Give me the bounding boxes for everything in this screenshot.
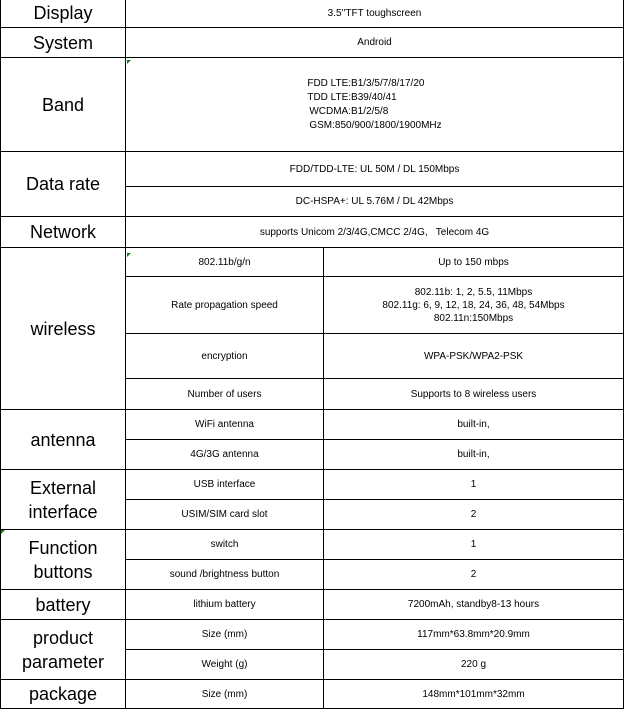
rate-80211b: 802.11b: 1, 2, 5.5, 11Mbps	[414, 286, 533, 298]
value-wifi-antenna: built-in,	[324, 410, 624, 440]
category-data-rate: Data rate	[1, 152, 126, 217]
band-list	[307, 77, 441, 133]
value-switch: 1	[324, 530, 624, 560]
category-function-line1: Function	[28, 537, 98, 558]
value-lithium-battery: 7200mAh, standby8-13 hours	[324, 590, 624, 620]
value-display: 3.5''TFT toughscreen	[126, 0, 624, 28]
category-network: Network	[1, 217, 126, 248]
label-product-weight: Weight (g)	[126, 650, 324, 680]
label-lithium-battery: lithium battery	[126, 590, 324, 620]
label-rate-propagation: Rate propagation speed	[126, 277, 324, 334]
label-number-of-users: Number of users	[126, 379, 324, 410]
value-sound-brightness: 2	[324, 560, 624, 590]
value-data-rate-lte: FDD/TDD-LTE: UL 50M / DL 150Mbps	[126, 152, 624, 187]
row-battery	[1, 590, 624, 620]
category-product-parameter	[1, 620, 126, 680]
band-gsm: GSM:850/900/1800/1900MHz	[309, 119, 442, 131]
rate-list	[324, 286, 623, 325]
category-package: package	[1, 680, 126, 709]
band-fdd-lte: FDD LTE:B1/3/5/7/8/17/20	[307, 77, 425, 89]
value-number-of-users: Supports to 8 wireless users	[324, 379, 624, 410]
label-encryption: encryption	[126, 334, 324, 379]
label-usb-interface: USB interface	[126, 470, 324, 500]
category-external-line1: External	[29, 477, 97, 498]
row-function-1	[1, 530, 624, 560]
row-package	[1, 680, 624, 709]
category-product-line2: parameter	[21, 651, 105, 672]
label-sound-brightness: sound /brightness button	[126, 560, 324, 590]
value-package-size: 148mm*101mm*32mm	[324, 680, 624, 709]
row-display	[1, 0, 624, 28]
category-antenna: antenna	[1, 410, 126, 470]
label-product-size: Size (mm)	[126, 620, 324, 650]
row-data-rate-1	[1, 152, 624, 187]
value-encryption: WPA-PSK/WPA2-PSK	[324, 334, 624, 379]
row-product-1	[1, 620, 624, 650]
rate-80211g: 802.11g: 6, 9, 12, 18, 24, 36, 48, 54Mbps	[382, 299, 565, 311]
corner-mark-band	[127, 60, 131, 64]
category-external-interface	[1, 470, 126, 530]
row-band	[1, 58, 624, 152]
value-usb-interface: 1	[324, 470, 624, 500]
label-wifi-antenna: WiFi antenna	[126, 410, 324, 440]
value-data-rate-hspa: DC-HSPA+: UL 5.76M / DL 42Mbps	[126, 187, 624, 217]
value-sim-slot: 2	[324, 500, 624, 530]
value-4g3g-antenna: built-in,	[324, 440, 624, 470]
category-wireless: wireless	[1, 248, 126, 410]
category-function-buttons	[1, 530, 126, 590]
rate-80211n: 802.11n:150Mbps	[433, 312, 514, 324]
band-tdd-lte: TDD LTE:B39/40/41	[307, 91, 397, 103]
row-system	[1, 28, 624, 58]
value-band	[126, 58, 624, 152]
row-external-1	[1, 470, 624, 500]
row-antenna-1	[1, 410, 624, 440]
label-4g3g-antenna: 4G/3G antenna	[126, 440, 324, 470]
band-wcdma: WCDMA:B1/2/5/8	[309, 105, 389, 117]
category-function-line2: buttons	[33, 561, 93, 582]
category-battery: battery	[1, 590, 126, 620]
value-product-weight: 220 g	[324, 650, 624, 680]
corner-mark	[1, 530, 5, 534]
label-switch: switch	[126, 530, 324, 560]
category-band: Band	[1, 58, 126, 152]
category-external-line2: interface	[28, 501, 98, 522]
category-product-line1: product	[32, 627, 94, 648]
category-display: Display	[1, 0, 126, 28]
row-wireless-1	[1, 248, 624, 277]
value-product-size: 117mm*63.8mm*20.9mm	[324, 620, 624, 650]
value-80211bgn: Up to 150 mbps	[324, 248, 624, 277]
value-rate-propagation	[324, 277, 624, 334]
value-network: supports Unicom 2/3/4G,CMCC 2/4G, Telecom 4G	[126, 217, 624, 248]
value-system: Android	[126, 28, 624, 58]
label-80211bgn: 802.11b/g/n	[126, 248, 324, 277]
row-network	[1, 217, 624, 248]
label-package-size: Size (mm)	[126, 680, 324, 709]
corner-mark-wireless	[127, 253, 131, 257]
label-sim-slot: USIM/SIM card slot	[126, 500, 324, 530]
category-system: System	[1, 28, 126, 58]
